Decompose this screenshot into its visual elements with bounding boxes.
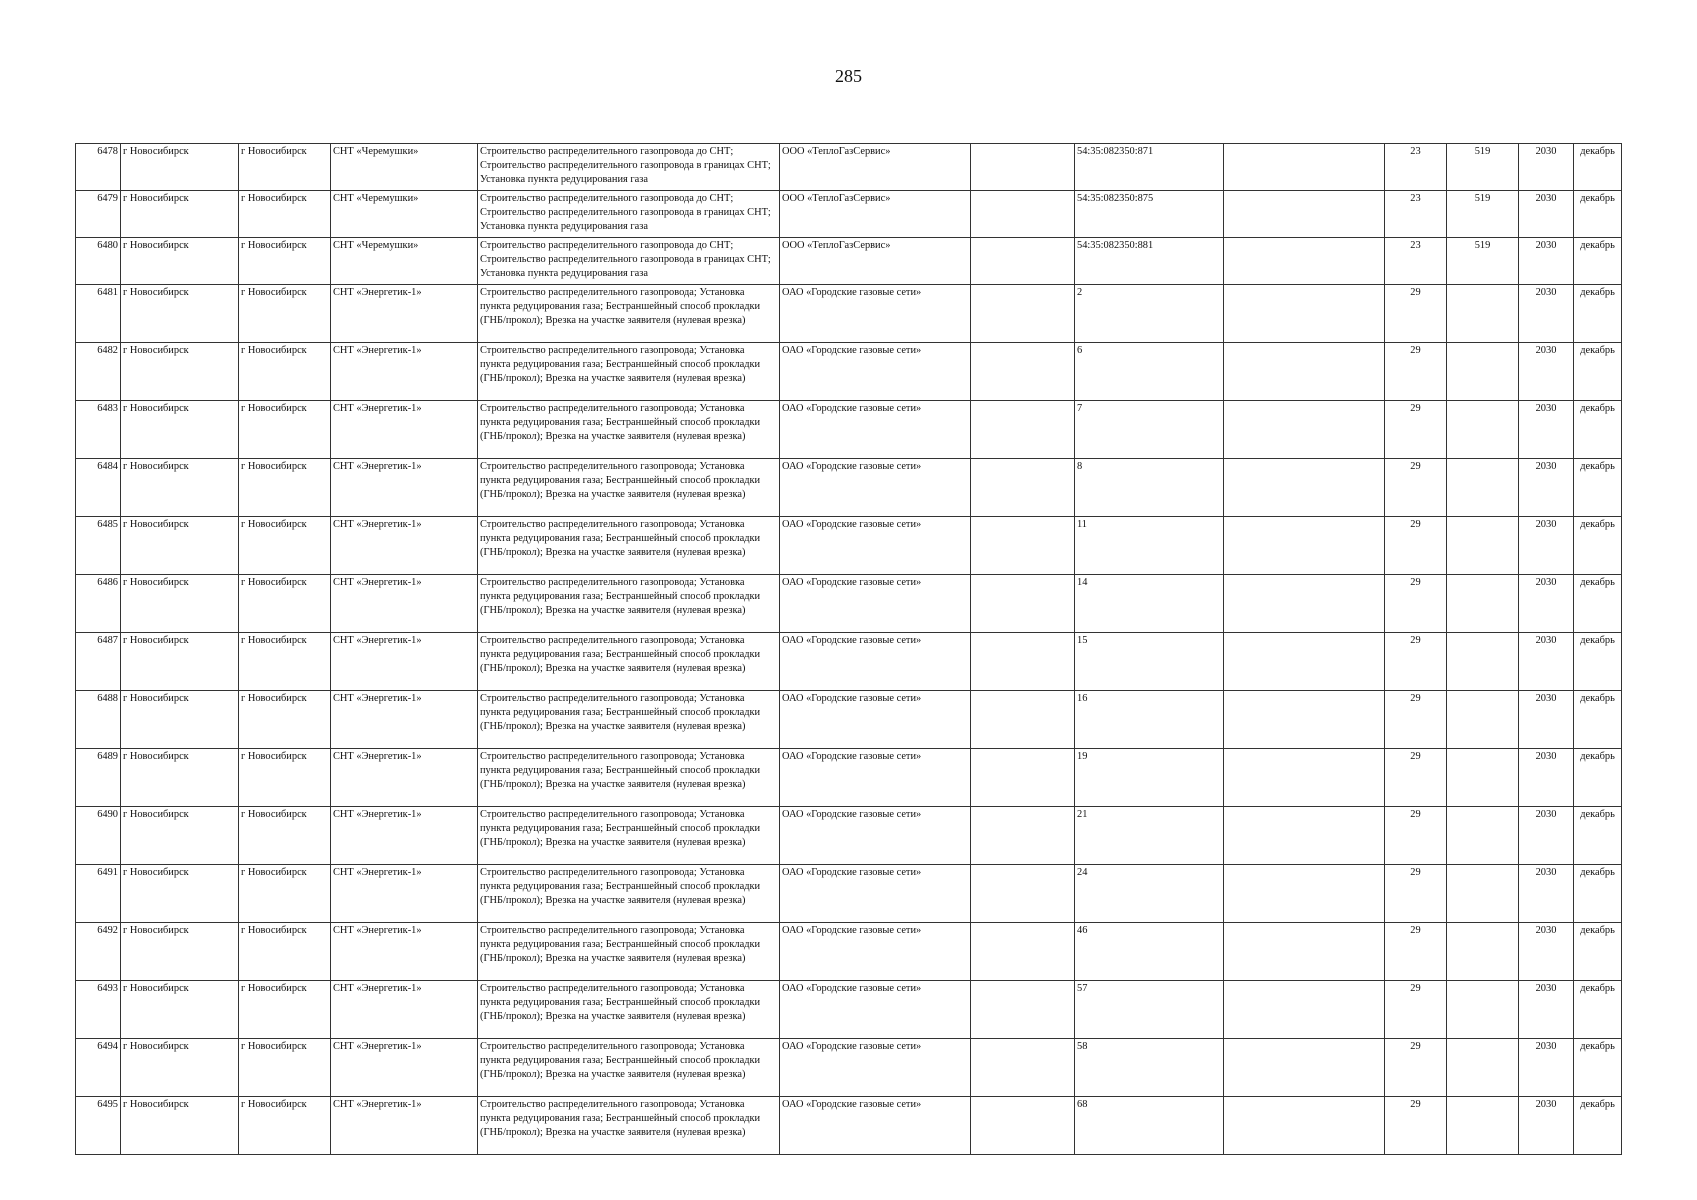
cell-object: СНТ «Энергетик-1» bbox=[331, 633, 478, 691]
cell-length bbox=[1447, 517, 1519, 575]
cell-object: СНТ «Энергетик-1» bbox=[331, 865, 478, 923]
cell-cadastre: 68 bbox=[1075, 1097, 1224, 1155]
cell-empty bbox=[971, 807, 1075, 865]
cell-row-number: 6483 bbox=[76, 401, 121, 459]
cell-length bbox=[1447, 749, 1519, 807]
cell-organization: ОАО «Городские газовые сети» bbox=[780, 1097, 971, 1155]
cell-locality: г Новосибирск bbox=[239, 981, 331, 1039]
cell-empty bbox=[1224, 749, 1385, 807]
cell-month: декабрь bbox=[1574, 459, 1622, 517]
cell-cadastre: 14 bbox=[1075, 575, 1224, 633]
table-row bbox=[76, 633, 1622, 691]
cell-year: 2030 bbox=[1519, 807, 1574, 865]
table-row bbox=[76, 923, 1622, 981]
cell-length bbox=[1447, 923, 1519, 981]
cell-cadastre: 24 bbox=[1075, 865, 1224, 923]
cell-organization: ОАО «Городские газовые сети» bbox=[780, 923, 971, 981]
table-row bbox=[76, 1039, 1622, 1097]
cell-row-number: 6495 bbox=[76, 1097, 121, 1155]
cell-month: декабрь bbox=[1574, 144, 1622, 191]
cell-year: 2030 bbox=[1519, 1097, 1574, 1155]
cell-month: декабрь bbox=[1574, 517, 1622, 575]
cell-month: декабрь bbox=[1574, 923, 1622, 981]
cell-row-number: 6480 bbox=[76, 238, 121, 285]
cell-works: Строительство распределительного газопровода; Установка пункта редуцирования газа; Бестраншейный способ прокладки (ГНБ/прокол); Врезка на участке заявителя (нулевая врезка) bbox=[478, 1097, 780, 1155]
cell-length bbox=[1447, 401, 1519, 459]
cell-households: 29 bbox=[1385, 1097, 1447, 1155]
table-row bbox=[76, 865, 1622, 923]
cell-locality: г Новосибирск bbox=[239, 343, 331, 401]
cell-row-number: 6491 bbox=[76, 865, 121, 923]
cell-works: Строительство распределительного газопровода; Установка пункта редуцирования газа; Бестраншейный способ прокладки (ГНБ/прокол); Врезка на участке заявителя (нулевая врезка) bbox=[478, 749, 780, 807]
cell-object: СНТ «Энергетик-1» bbox=[331, 923, 478, 981]
cell-works: Строительство распределительного газопровода; Установка пункта редуцирования газа; Бестраншейный способ прокладки (ГНБ/прокол); Врезка на участке заявителя (нулевая врезка) bbox=[478, 1039, 780, 1097]
cell-month: декабрь bbox=[1574, 749, 1622, 807]
cell-district: г Новосибирск bbox=[121, 923, 239, 981]
cell-month: декабрь bbox=[1574, 575, 1622, 633]
cell-empty bbox=[1224, 459, 1385, 517]
cell-object: СНТ «Энергетик-1» bbox=[331, 575, 478, 633]
cell-locality: г Новосибирск bbox=[239, 401, 331, 459]
cell-row-number: 6492 bbox=[76, 923, 121, 981]
cell-year: 2030 bbox=[1519, 1039, 1574, 1097]
cell-households: 29 bbox=[1385, 285, 1447, 343]
cell-year: 2030 bbox=[1519, 633, 1574, 691]
cell-cadastre: 46 bbox=[1075, 923, 1224, 981]
cell-cadastre: 8 bbox=[1075, 459, 1224, 517]
cell-length bbox=[1447, 343, 1519, 401]
cell-locality: г Новосибирск bbox=[239, 865, 331, 923]
cell-works: Строительство распределительного газопровода; Установка пункта редуцирования газа; Бестраншейный способ прокладки (ГНБ/прокол); Врезка на участке заявителя (нулевая врезка) bbox=[478, 575, 780, 633]
cell-cadastre: 6 bbox=[1075, 343, 1224, 401]
cell-households: 29 bbox=[1385, 691, 1447, 749]
cell-locality: г Новосибирск bbox=[239, 517, 331, 575]
cell-district: г Новосибирск bbox=[121, 1039, 239, 1097]
cell-locality: г Новосибирск bbox=[239, 923, 331, 981]
cell-empty bbox=[971, 923, 1075, 981]
cell-empty bbox=[1224, 923, 1385, 981]
cell-organization: ОАО «Городские газовые сети» bbox=[780, 807, 971, 865]
cell-organization: ООО «ТеплоГазСервис» bbox=[780, 144, 971, 191]
cell-locality: г Новосибирск bbox=[239, 1039, 331, 1097]
cell-organization: ОАО «Городские газовые сети» bbox=[780, 981, 971, 1039]
cell-month: декабрь bbox=[1574, 343, 1622, 401]
cell-organization: ОАО «Городские газовые сети» bbox=[780, 1039, 971, 1097]
cell-empty bbox=[1224, 238, 1385, 285]
cell-year: 2030 bbox=[1519, 343, 1574, 401]
cell-length: 519 bbox=[1447, 238, 1519, 285]
cell-district: г Новосибирск bbox=[121, 517, 239, 575]
cell-locality: г Новосибирск bbox=[239, 459, 331, 517]
cell-locality: г Новосибирск bbox=[239, 1097, 331, 1155]
cell-empty bbox=[971, 238, 1075, 285]
cell-row-number: 6482 bbox=[76, 343, 121, 401]
cell-year: 2030 bbox=[1519, 691, 1574, 749]
cell-households: 29 bbox=[1385, 749, 1447, 807]
table-row bbox=[76, 1097, 1622, 1155]
cell-empty bbox=[1224, 285, 1385, 343]
cell-empty bbox=[971, 1097, 1075, 1155]
cell-district: г Новосибирск bbox=[121, 633, 239, 691]
cell-empty bbox=[1224, 343, 1385, 401]
cell-month: декабрь bbox=[1574, 691, 1622, 749]
cell-object: СНТ «Энергетик-1» bbox=[331, 749, 478, 807]
cell-year: 2030 bbox=[1519, 238, 1574, 285]
cell-organization: ОАО «Городские газовые сети» bbox=[780, 749, 971, 807]
cell-empty bbox=[971, 981, 1075, 1039]
cell-organization: ОАО «Городские газовые сети» bbox=[780, 459, 971, 517]
cell-households: 29 bbox=[1385, 633, 1447, 691]
cell-object: СНТ «Черемушки» bbox=[331, 144, 478, 191]
cell-month: декабрь bbox=[1574, 1039, 1622, 1097]
cell-month: декабрь bbox=[1574, 865, 1622, 923]
cell-length bbox=[1447, 575, 1519, 633]
cell-empty bbox=[971, 401, 1075, 459]
cell-empty bbox=[971, 517, 1075, 575]
cell-households: 29 bbox=[1385, 865, 1447, 923]
cell-object: СНТ «Энергетик-1» bbox=[331, 401, 478, 459]
cell-works: Строительство распределительного газопровода; Установка пункта редуцирования газа; Бестраншейный способ прокладки (ГНБ/прокол); Врезка на участке заявителя (нулевая врезка) bbox=[478, 517, 780, 575]
cell-empty bbox=[971, 691, 1075, 749]
cell-households: 29 bbox=[1385, 517, 1447, 575]
cell-length bbox=[1447, 633, 1519, 691]
cell-households: 23 bbox=[1385, 144, 1447, 191]
table-row bbox=[76, 238, 1622, 285]
cell-object: СНТ «Энергетик-1» bbox=[331, 285, 478, 343]
table-row bbox=[76, 807, 1622, 865]
cell-year: 2030 bbox=[1519, 144, 1574, 191]
cell-month: декабрь bbox=[1574, 285, 1622, 343]
cell-length bbox=[1447, 1039, 1519, 1097]
cell-cadastre: 15 bbox=[1075, 633, 1224, 691]
cell-empty bbox=[1224, 865, 1385, 923]
cell-cadastre: 19 bbox=[1075, 749, 1224, 807]
cell-year: 2030 bbox=[1519, 981, 1574, 1039]
table-row bbox=[76, 981, 1622, 1039]
table-row bbox=[76, 343, 1622, 401]
cell-works: Строительство распределительного газопровода до СНТ; Строительство распределительного газопровода в границах СНТ; Установка пункта редуцирования газа bbox=[478, 191, 780, 238]
cell-length bbox=[1447, 459, 1519, 517]
cell-organization: ОАО «Городские газовые сети» bbox=[780, 633, 971, 691]
cell-year: 2030 bbox=[1519, 191, 1574, 238]
cell-empty bbox=[971, 749, 1075, 807]
cell-object: СНТ «Энергетик-1» bbox=[331, 343, 478, 401]
cell-row-number: 6494 bbox=[76, 1039, 121, 1097]
cell-empty bbox=[1224, 191, 1385, 238]
cell-households: 29 bbox=[1385, 459, 1447, 517]
cell-empty bbox=[971, 191, 1075, 238]
cell-works: Строительство распределительного газопровода; Установка пункта редуцирования газа; Бестраншейный способ прокладки (ГНБ/прокол); Врезка на участке заявителя (нулевая врезка) bbox=[478, 401, 780, 459]
cell-organization: ОАО «Городские газовые сети» bbox=[780, 865, 971, 923]
cell-row-number: 6481 bbox=[76, 285, 121, 343]
cell-cadastre: 2 bbox=[1075, 285, 1224, 343]
table-row bbox=[76, 285, 1622, 343]
page-number: 285 bbox=[835, 66, 862, 86]
cell-cadastre: 16 bbox=[1075, 691, 1224, 749]
cell-empty bbox=[971, 1039, 1075, 1097]
cell-district: г Новосибирск bbox=[121, 807, 239, 865]
cell-row-number: 6478 bbox=[76, 144, 121, 191]
cell-row-number: 6479 bbox=[76, 191, 121, 238]
cell-households: 29 bbox=[1385, 807, 1447, 865]
cell-object: СНТ «Энергетик-1» bbox=[331, 1097, 478, 1155]
cell-locality: г Новосибирск bbox=[239, 285, 331, 343]
cell-length: 519 bbox=[1447, 144, 1519, 191]
cell-row-number: 6488 bbox=[76, 691, 121, 749]
cell-locality: г Новосибирск bbox=[239, 807, 331, 865]
cell-district: г Новосибирск bbox=[121, 191, 239, 238]
cell-year: 2030 bbox=[1519, 749, 1574, 807]
cell-year: 2030 bbox=[1519, 459, 1574, 517]
cell-works: Строительство распределительного газопровода; Установка пункта редуцирования газа; Бестраншейный способ прокладки (ГНБ/прокол); Врезка на участке заявителя (нулевая врезка) bbox=[478, 691, 780, 749]
cell-locality: г Новосибирск bbox=[239, 144, 331, 191]
table-row bbox=[76, 749, 1622, 807]
cell-works: Строительство распределительного газопровода; Установка пункта редуцирования газа; Бестраншейный способ прокладки (ГНБ/прокол); Врезка на участке заявителя (нулевая врезка) bbox=[478, 285, 780, 343]
cell-locality: г Новосибирск bbox=[239, 575, 331, 633]
cell-households: 29 bbox=[1385, 923, 1447, 981]
cell-district: г Новосибирск bbox=[121, 691, 239, 749]
cell-object: СНТ «Энергетик-1» bbox=[331, 807, 478, 865]
cell-district: г Новосибирск bbox=[121, 459, 239, 517]
table-body bbox=[76, 144, 1622, 1155]
cell-empty bbox=[971, 144, 1075, 191]
cell-row-number: 6490 bbox=[76, 807, 121, 865]
cell-month: декабрь bbox=[1574, 238, 1622, 285]
cell-month: декабрь bbox=[1574, 191, 1622, 238]
cell-empty bbox=[1224, 981, 1385, 1039]
cell-empty bbox=[1224, 517, 1385, 575]
cell-cadastre: 58 bbox=[1075, 1039, 1224, 1097]
cell-length bbox=[1447, 807, 1519, 865]
cell-organization: ОАО «Городские газовые сети» bbox=[780, 575, 971, 633]
cell-households: 29 bbox=[1385, 401, 1447, 459]
cell-district: г Новосибирск bbox=[121, 865, 239, 923]
cell-cadastre: 21 bbox=[1075, 807, 1224, 865]
cell-length: 519 bbox=[1447, 191, 1519, 238]
cell-object: СНТ «Энергетик-1» bbox=[331, 517, 478, 575]
cell-cadastre: 54:35:082350:881 bbox=[1075, 238, 1224, 285]
cell-row-number: 6489 bbox=[76, 749, 121, 807]
table-row bbox=[76, 575, 1622, 633]
cell-organization: ОАО «Городские газовые сети» bbox=[780, 517, 971, 575]
cell-empty bbox=[971, 575, 1075, 633]
cell-object: СНТ «Черемушки» bbox=[331, 191, 478, 238]
cell-works: Строительство распределительного газопровода; Установка пункта редуцирования газа; Бестраншейный способ прокладки (ГНБ/прокол); Врезка на участке заявителя (нулевая врезка) bbox=[478, 343, 780, 401]
cell-length bbox=[1447, 285, 1519, 343]
cell-length bbox=[1447, 691, 1519, 749]
cell-year: 2030 bbox=[1519, 517, 1574, 575]
cell-month: декабрь bbox=[1574, 633, 1622, 691]
cell-object: СНТ «Энергетик-1» bbox=[331, 981, 478, 1039]
cell-locality: г Новосибирск bbox=[239, 191, 331, 238]
cell-month: декабрь bbox=[1574, 1097, 1622, 1155]
cell-households: 29 bbox=[1385, 981, 1447, 1039]
cell-organization: ОАО «Городские газовые сети» bbox=[780, 285, 971, 343]
cell-length bbox=[1447, 1097, 1519, 1155]
cell-cadastre: 54:35:082350:875 bbox=[1075, 191, 1224, 238]
cell-empty bbox=[1224, 807, 1385, 865]
cell-district: г Новосибирск bbox=[121, 981, 239, 1039]
cell-cadastre: 54:35:082350:871 bbox=[1075, 144, 1224, 191]
cell-year: 2030 bbox=[1519, 401, 1574, 459]
cell-district: г Новосибирск bbox=[121, 343, 239, 401]
cell-works: Строительство распределительного газопровода; Установка пункта редуцирования газа; Бестраншейный способ прокладки (ГНБ/прокол); Врезка на участке заявителя (нулевая врезка) bbox=[478, 633, 780, 691]
cell-district: г Новосибирск bbox=[121, 238, 239, 285]
cell-row-number: 6493 bbox=[76, 981, 121, 1039]
cell-empty bbox=[1224, 1039, 1385, 1097]
cell-locality: г Новосибирск bbox=[239, 691, 331, 749]
cell-empty bbox=[971, 633, 1075, 691]
cell-households: 29 bbox=[1385, 575, 1447, 633]
cell-organization: ООО «ТеплоГазСервис» bbox=[780, 238, 971, 285]
cell-cadastre: 57 bbox=[1075, 981, 1224, 1039]
cell-year: 2030 bbox=[1519, 575, 1574, 633]
cell-row-number: 6484 bbox=[76, 459, 121, 517]
cell-empty bbox=[1224, 633, 1385, 691]
table-row bbox=[76, 459, 1622, 517]
cell-organization: ООО «ТеплоГазСервис» bbox=[780, 191, 971, 238]
cell-empty bbox=[971, 343, 1075, 401]
table-row bbox=[76, 401, 1622, 459]
cell-year: 2030 bbox=[1519, 285, 1574, 343]
cell-organization: ОАО «Городские газовые сети» bbox=[780, 691, 971, 749]
cell-length bbox=[1447, 865, 1519, 923]
cell-locality: г Новосибирск bbox=[239, 749, 331, 807]
cell-organization: ОАО «Городские газовые сети» bbox=[780, 343, 971, 401]
cell-empty bbox=[1224, 575, 1385, 633]
cell-works: Строительство распределительного газопровода до СНТ; Строительство распределительного газопровода в границах СНТ; Установка пункта редуцирования газа bbox=[478, 144, 780, 191]
table-row bbox=[76, 191, 1622, 238]
cell-row-number: 6485 bbox=[76, 517, 121, 575]
cell-length bbox=[1447, 981, 1519, 1039]
cell-district: г Новосибирск bbox=[121, 401, 239, 459]
cell-year: 2030 bbox=[1519, 923, 1574, 981]
cell-object: СНТ «Энергетик-1» bbox=[331, 691, 478, 749]
cell-empty bbox=[1224, 144, 1385, 191]
cell-month: декабрь bbox=[1574, 981, 1622, 1039]
cell-district: г Новосибирск bbox=[121, 749, 239, 807]
cell-month: декабрь bbox=[1574, 807, 1622, 865]
cell-object: СНТ «Черемушки» bbox=[331, 238, 478, 285]
table-row bbox=[76, 144, 1622, 191]
cell-works: Строительство распределительного газопровода; Установка пункта редуцирования газа; Бестраншейный способ прокладки (ГНБ/прокол); Врезка на участке заявителя (нулевая врезка) bbox=[478, 923, 780, 981]
cell-district: г Новосибирск bbox=[121, 1097, 239, 1155]
cell-empty bbox=[1224, 401, 1385, 459]
cell-households: 29 bbox=[1385, 1039, 1447, 1097]
cell-works: Строительство распределительного газопровода до СНТ; Строительство распределительного газопровода в границах СНТ; Установка пункта редуцирования газа bbox=[478, 238, 780, 285]
cell-households: 23 bbox=[1385, 191, 1447, 238]
cell-locality: г Новосибирск bbox=[239, 633, 331, 691]
cell-year: 2030 bbox=[1519, 865, 1574, 923]
cell-empty bbox=[971, 285, 1075, 343]
table-row bbox=[76, 517, 1622, 575]
cell-object: СНТ «Энергетик-1» bbox=[331, 459, 478, 517]
cell-object: СНТ «Энергетик-1» bbox=[331, 1039, 478, 1097]
cell-row-number: 6486 bbox=[76, 575, 121, 633]
cell-organization: ОАО «Городские газовые сети» bbox=[780, 401, 971, 459]
cell-district: г Новосибирск bbox=[121, 575, 239, 633]
cell-district: г Новосибирск bbox=[121, 144, 239, 191]
cell-households: 23 bbox=[1385, 238, 1447, 285]
cell-cadastre: 7 bbox=[1075, 401, 1224, 459]
cell-row-number: 6487 bbox=[76, 633, 121, 691]
cell-locality: г Новосибирск bbox=[239, 238, 331, 285]
cell-works: Строительство распределительного газопровода; Установка пункта редуцирования газа; Бестраншейный способ прокладки (ГНБ/прокол); Врезка на участке заявителя (нулевая врезка) bbox=[478, 865, 780, 923]
cell-empty bbox=[1224, 691, 1385, 749]
cell-cadastre: 11 bbox=[1075, 517, 1224, 575]
cell-empty bbox=[971, 459, 1075, 517]
cell-works: Строительство распределительного газопровода; Установка пункта редуцирования газа; Бестраншейный способ прокладки (ГНБ/прокол); Врезка на участке заявителя (нулевая врезка) bbox=[478, 981, 780, 1039]
cell-works: Строительство распределительного газопровода; Установка пункта редуцирования газа; Бестраншейный способ прокладки (ГНБ/прокол); Врезка на участке заявителя (нулевая врезка) bbox=[478, 459, 780, 517]
gasification-table bbox=[75, 143, 1622, 1155]
cell-month: декабрь bbox=[1574, 401, 1622, 459]
cell-empty bbox=[1224, 1097, 1385, 1155]
table-row bbox=[76, 691, 1622, 749]
cell-empty bbox=[971, 865, 1075, 923]
cell-households: 29 bbox=[1385, 343, 1447, 401]
cell-works: Строительство распределительного газопровода; Установка пункта редуцирования газа; Бестраншейный способ прокладки (ГНБ/прокол); Врезка на участке заявителя (нулевая врезка) bbox=[478, 807, 780, 865]
cell-district: г Новосибирск bbox=[121, 285, 239, 343]
